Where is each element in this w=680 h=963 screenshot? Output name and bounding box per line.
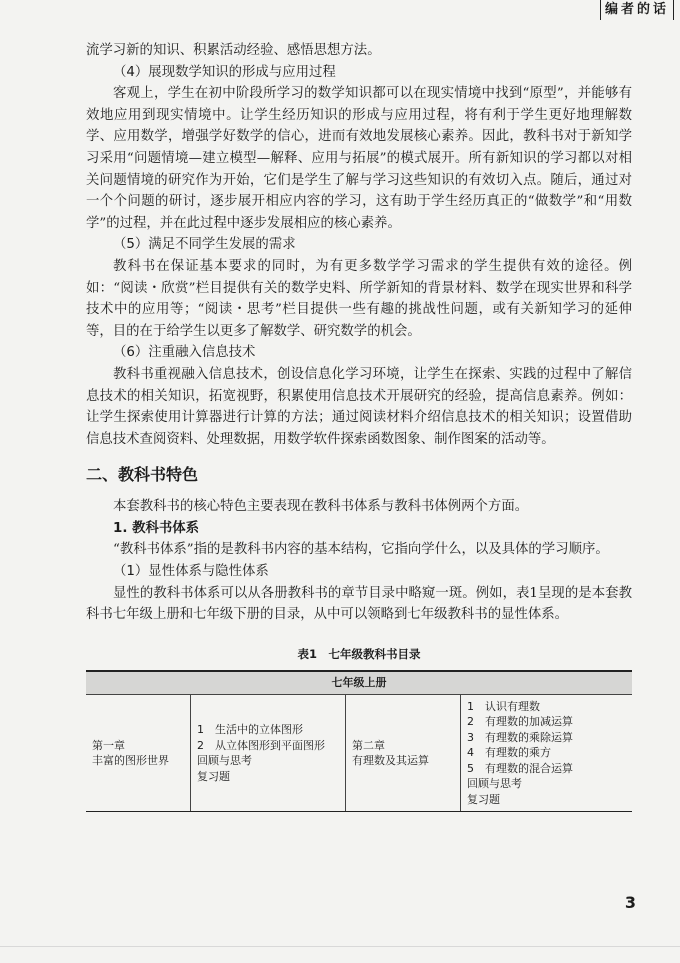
chapter-name: 有理数及其运算 xyxy=(352,754,429,768)
section-title: 二、教科书特色 xyxy=(86,465,199,485)
subheading-5: （5）满足不同学生发展的需求 xyxy=(113,237,296,253)
section-item: 复习题 xyxy=(197,769,230,783)
section-item: 回顾与思考 xyxy=(467,777,522,791)
paragraph: 教科书在保证基本要求的同时，为有更多数学学习需求的学生提供有效的途径。例如：“阅读・欣赏”栏目提供有关的数学史料、所学新知的背景材料、数学在现实世界和科学技术中的应用等；“阅读・思考”栏目提供一些有趣的挑战性问题，或有关新知学习的延伸等，目的在于给学生以更多了解数学、研究数学的机会。 xyxy=(86,258,632,339)
paragraph: 教科书重视融入信息技术，创设信息化学习环境，让学生在探索、实践的过程中了解信息技术的相关知识，拓宽视野，积累使用信息技术开展研究的经验，提高信息素养。例如：让学生探索使用计算器进行计算的方法；通过阅读材料介绍信息技术的相关知识；设置借助信息技术查阅资料、处理数据，用数学软件探索函数图象、制作图案的活动等。 xyxy=(86,366,632,447)
chapter-number: 第一章 xyxy=(92,738,125,752)
section-item: 3 有理数的乘除运算 xyxy=(467,730,573,744)
section-item: 1 生活中的立体图形 xyxy=(197,723,303,737)
page-number: 3 xyxy=(624,893,636,912)
chapter-name: 丰富的图形世界 xyxy=(92,754,169,768)
chapter-2-sections xyxy=(461,694,633,812)
section-item: 2 从立体图形到平面图形 xyxy=(197,738,325,752)
chapter-1-sections xyxy=(191,694,346,812)
paragraph: “教科书体系”指的是教科书内容的基本结构，它指向学什么，以及具体的学习顺序。 xyxy=(113,542,609,558)
section-item: 2 有理数的加减运算 xyxy=(467,715,573,729)
subheading-4: （4）展现数学知识的形成与应用过程 xyxy=(113,64,336,80)
contents-table xyxy=(86,670,632,813)
bottom-divider xyxy=(0,946,680,947)
subheading-explicit-implicit: （1）显性体系与隐性体系 xyxy=(113,564,269,580)
page-body xyxy=(86,40,632,812)
subheading-6: （6）注重融入信息技术 xyxy=(113,345,256,361)
paragraph: 流学习新的知识、积累活动经验、感悟思想方法。 xyxy=(86,43,381,58)
running-header: 编者的话 xyxy=(600,0,674,20)
table-header: 七年级上册 xyxy=(86,671,632,695)
section-item: 4 有理数的乘方 xyxy=(467,746,551,760)
section-item: 1 认识有理数 xyxy=(467,699,540,713)
chapter-1-cell xyxy=(86,694,191,812)
section-item: 复习题 xyxy=(467,792,500,806)
chapter-number: 第二章 xyxy=(352,738,385,752)
paragraph: 显性的教科书体系可以从各册教科书的章节目录中略窥一斑。例如，表1呈现的是本套教科书七年级上册和七年级下册的目录，从中可以领略到七年级教科书的显性体系。 xyxy=(86,585,632,623)
subheading-textbook-system: 1. 教科书体系 xyxy=(113,520,200,536)
section-item: 5 有理数的混合运算 xyxy=(467,761,573,775)
table-caption: 表1 七年级教科书目录 xyxy=(297,646,421,661)
paragraph: 客观上，学生在初中阶段所学习的数学知识都可以在现实情境中找到“原型”，并能够有效地应用到现实情境中。让学生经历知识的形成与应用过程，将有利于学生更好地理解数学、应用数学，增强学好数学的信心，进而有效地发展核心素养。因此，教科书对于新知学习采用“问题情境—建立模型—解释、应用与拓展”的模式展开。所有新知识的学习都以对相关问题情境的研究作为开始，它们是学生了解与学习这些知识的有效切入点。随后，通过对一个个问题的研讨，逐步展开相应内容的学习，这有助于学生经历真正的“做数学”和“用数学”的过程，并在此过程中逐步发展相应的核心素养。 xyxy=(86,86,632,231)
paragraph: 本套教科书的核心特色主要表现在教科书体系与教科书体例两个方面。 xyxy=(113,499,529,515)
chapter-2-cell xyxy=(346,694,461,812)
section-item: 回顾与思考 xyxy=(197,754,252,768)
